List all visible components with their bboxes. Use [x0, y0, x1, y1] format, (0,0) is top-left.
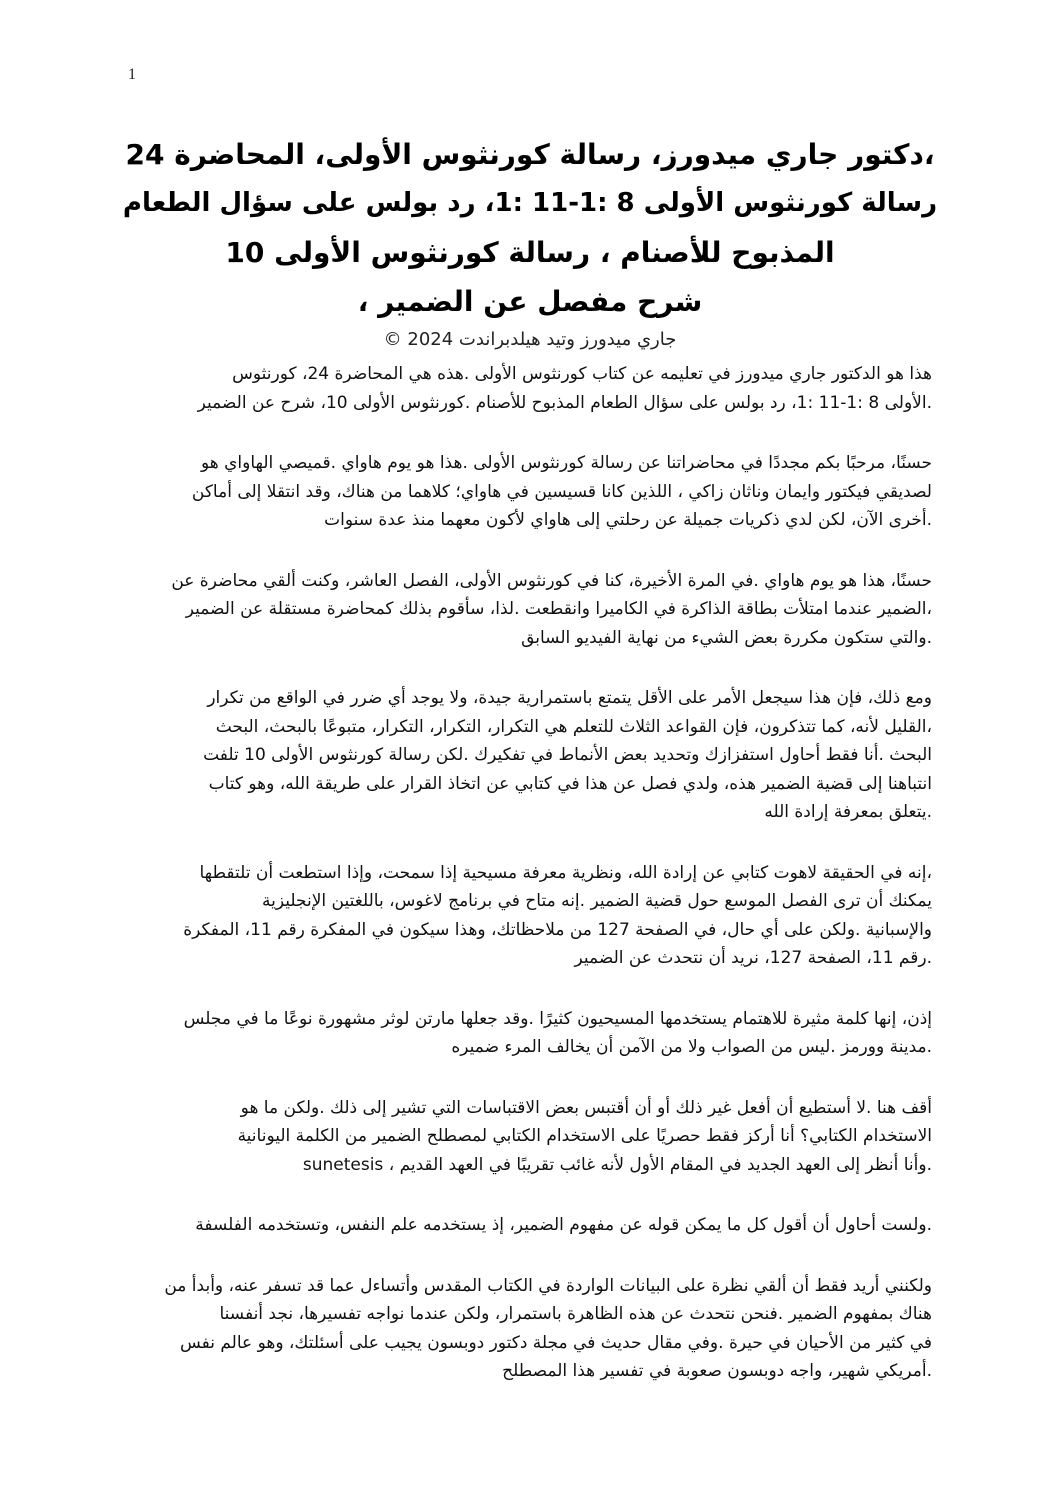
text-line: .أمريكي شهير، واجه دوبسون صعوبة في تفسير هذا المصطلح	[502, 1361, 932, 1381]
text-line: انتباهنا إلى قضية الضمير هذه، ولدي فصل عن هذا في كتابي عن اتخاذ القرار على طريقة الله، وهو كتاب	[208, 773, 932, 794]
text-line: هذا هو الدكتور جاري ميدورز في تعليمه عن كتاب كورنثوس الأولى .هذه هي المحاضرة 24، كورنثوس	[232, 364, 932, 384]
text-line: .والتي ستكون مكررة بعض الشيء من نهاية الفيديو السابق	[521, 627, 932, 648]
paragraph-1	[132, 360, 932, 417]
paragraph-4	[132, 684, 932, 827]
text-line: .وأنا أنظر إلى العهد الجديد في المقام الأول لأنه غائب تقريبًا في العهد القديم ، sunetesis	[302, 1154, 932, 1175]
title-line: المذبوح للأصنام ، رسالة كورنثوس الأولى 10	[225, 236, 835, 269]
text-line: البحث .أنا فقط أحاول استفزازك وتحديد بعض الأنماط في تفكيرك .لكن رسالة كورنثوس الأولى 10 تلفت	[203, 745, 932, 765]
title-line: ،دكتور جاري ميدورز، رسالة كورنثوس الأولى، المحاضرة 24	[125, 138, 935, 171]
paragraph-6	[132, 1005, 932, 1062]
text-line: ،القليل لأنه، كما تتذكرون، فإن القواعد الثلاث للتعلم هي التكرار، التكرار، التكرار، متبوعًا بالبحث، البحث	[215, 716, 932, 737]
text-line: حسنًا، مرحبًا بكم مجددًا في محاضراتنا عن رسالة كورنثوس الأولى .هذا هو يوم هاواي .قميصي الهاواي هو	[200, 453, 932, 473]
paragraph-8	[132, 1211, 932, 1240]
text-line: هناك بمفهوم الضمير .فنحن نتحدث عن هذه الظاهرة باستمرار، ولكن عندما نواجه تفسيرها، نجد أنفسنا	[219, 1304, 932, 1324]
text-line: إذن، إنها كلمة مثيرة للاهتمام يستخدمها المسيحيون كثيرًا .وقد جعلها مارتن لوثر مشهورة نوعًا ما في مجلس	[183, 1008, 932, 1029]
document-body	[132, 360, 932, 1418]
page-number: 1	[128, 66, 136, 83]
paragraph-9	[132, 1272, 932, 1386]
text-line: .ولست أحاول أن أقول كل ما يمكن قوله عن مفهوم الضمير، إذ يستخدمه علم النفس، وتستخدمه الفلسفة	[195, 1215, 932, 1235]
text-line: حسنًا، هذا هو يوم هاواي .في المرة الأخيرة، كنا في كورنثوس الأولى، الفصل العاشر، وكنت ألقي محاضرة عن	[171, 570, 932, 591]
title-line: رسالة كورنثوس الأولى 8 :1-11 :1، رد بولس على سؤال الطعام	[122, 188, 938, 218]
text-line: يمكنك أن ترى الفصل الموسع حول قضية الضمير .إنه متاح في برنامج لاغوس، باللغتين الإنجليزية	[262, 891, 932, 911]
text-line: .يتعلق بمعرفة إرادة الله	[764, 802, 932, 822]
text-line: في كثير من الأحيان في حيرة .وفي مقال حديث في مجلة دكتور دوبسون يجيب على أسئلتك، وهو عالم نفس	[179, 1332, 932, 1353]
text-line: ولكنني أريد فقط أن ألقي نظرة على البيانات الواردة في الكتاب المقدس وأتساءل عما قد تسفر عنه، وأبدأ من	[164, 1275, 932, 1296]
paragraph-2	[132, 449, 932, 535]
text-line: لصديقي فيكتور وايمان وناثان زاكي ، اللذين كانا قسيسين في هاواي؛ كلاهما من هناك، وقد انتقلا إلى أماكن	[191, 481, 932, 502]
text-line: الاستخدام الكتابي؟ أنا أركز فقط حصريًا على الاستخدام الكتابي لمصطلح الضمير من الكلمة اليونانية	[237, 1126, 932, 1146]
text-line: .أخرى الآن، لكن لدي ذكريات جميلة عن رحلتي إلى هاواي لأكون معهما منذ عدة سنوات	[324, 510, 932, 530]
text-line: .مدينة وورمز .ليس من الصواب ولا من الآمن أن يخالف المرء ضميره	[451, 1037, 932, 1057]
text-line: ،إنه في الحقيقة لاهوت كتابي عن إرادة الله، ونظرية معرفة مسيحية إذا سمحت، وإذا استطعت أن تلتقطها	[199, 862, 932, 883]
paragraph-5	[132, 859, 932, 973]
copyright-notice: جاري ميدورز وتيد هيلدبراندت 2024 ©	[383, 329, 677, 350]
text-line: .الأولى 8 :1-11 :1، رد بولس على سؤال الطعام المذبوح للأصنام .كورنثوس الأولى 10، شرح عن الضمير	[197, 392, 932, 413]
text-line: ومع ذلك، فإن هذا سيجعل الأمر على الأقل يتمتع باستمرارية جيدة، ولا يوجد أي ضرر في الواقع من تكرار	[207, 688, 932, 708]
paragraph-7	[132, 1094, 932, 1180]
text-line: والإسبانية .ولكن على أي حال، في الصفحة 127 من ملاحظاتك، وهذا سيكون في المفكرة رقم 11، المفكرة	[183, 919, 932, 940]
document-title	[120, 130, 940, 354]
title-line: شرح مفصل عن الضمير ،	[357, 285, 703, 318]
text-line: أقف هنا .لا أستطيع أن أفعل غير ذلك أو أن أقتبس بعض الاقتباسات التي تشير إلى ذلك .ولكن ما هو	[240, 1097, 932, 1118]
text-line: ،الضمير عندما امتلأت بطاقة الذاكرة في الكاميرا وانقطعت .لذا، سأقوم بذلك كمحاضرة مستقلة عن الضمير	[185, 599, 932, 619]
text-line: .رقم 11، الصفحة 127، نريد أن نتحدث عن الضمير	[574, 948, 932, 968]
paragraph-3	[132, 567, 932, 653]
